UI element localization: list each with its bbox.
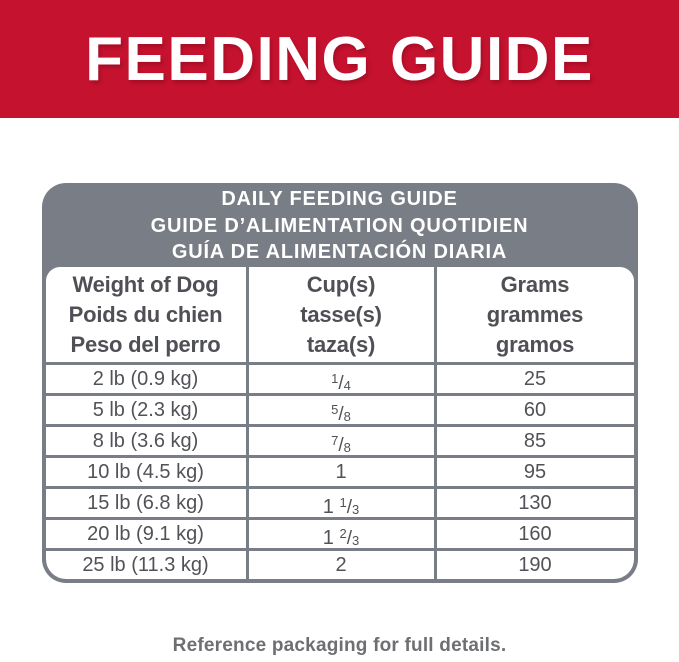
column-header-cups xyxy=(246,267,437,362)
cups-whole: 2 xyxy=(335,553,347,576)
column-header-line: grammes xyxy=(486,301,584,327)
weight-cell: 5 lb (2.3 kg) xyxy=(92,398,199,421)
grams-cell: 130 xyxy=(518,491,552,514)
feeding-guide-banner xyxy=(0,0,679,118)
column-header-line: Weight of Dog xyxy=(72,271,219,297)
cups-numerator: 1 xyxy=(331,370,339,386)
table-title-line-2: GUIDE D’ALIMENTATION QUOTIDIEN xyxy=(150,214,529,237)
column-header-line: Grams xyxy=(500,271,570,297)
table-row xyxy=(46,362,634,393)
column-header-line: Peso del perro xyxy=(70,331,221,357)
table-title-line-3: GUÍA DE ALIMENTACIÓN DIARIA xyxy=(171,241,508,263)
table-row xyxy=(46,548,634,579)
footer-note: Reference packaging for full details. xyxy=(172,634,507,656)
fraction-slash: / xyxy=(346,496,352,518)
cups-cell xyxy=(246,551,437,579)
weight-cell: 8 lb (3.6 kg) xyxy=(92,429,199,452)
weight-cell: 10 lb (4.5 kg) xyxy=(87,460,204,483)
table-row xyxy=(46,486,634,517)
cups-cell xyxy=(246,427,437,455)
cups-numerator: 2 xyxy=(339,525,347,541)
cups-cell xyxy=(246,489,437,517)
column-header-row xyxy=(46,267,634,362)
table-row xyxy=(46,424,634,455)
grams-cell: 25 xyxy=(523,367,547,390)
cups-numerator: 7 xyxy=(331,432,339,448)
column-header-line: gramos xyxy=(495,331,575,357)
cups-whole: 1 xyxy=(322,526,340,549)
fraction-slash: / xyxy=(338,434,344,456)
cups-denominator: 8 xyxy=(343,439,351,455)
cups-whole: 1 xyxy=(322,495,340,518)
column-header-line: taza(s) xyxy=(306,331,376,357)
table-title-line-1: DAILY FEEDING GUIDE xyxy=(221,188,458,210)
cups-cell xyxy=(246,458,437,486)
column-header-line: tasse(s) xyxy=(300,301,382,327)
weight-cell: 15 lb (6.8 kg) xyxy=(87,491,204,514)
column-header-grams xyxy=(437,267,634,362)
cups-denominator: 3 xyxy=(351,501,360,517)
grams-cell: 95 xyxy=(523,460,547,483)
cups-denominator: 8 xyxy=(343,408,351,424)
column-header-line: Poids du chien xyxy=(68,301,223,327)
cups-whole: 1 xyxy=(335,460,347,483)
cups-cell xyxy=(246,396,437,424)
table-row xyxy=(46,517,634,548)
grams-cell: 160 xyxy=(518,522,552,545)
cups-denominator: 4 xyxy=(343,377,351,393)
grams-cell: 60 xyxy=(523,398,547,421)
weight-cell: 20 lb (9.1 kg) xyxy=(87,522,204,545)
cups-cell xyxy=(246,365,437,393)
grams-cell: 190 xyxy=(518,553,552,576)
column-header-weight xyxy=(46,267,246,362)
table-row xyxy=(46,455,634,486)
cups-numerator: 1 xyxy=(339,494,347,510)
daily-feeding-guide-table xyxy=(42,183,638,583)
cups-numerator: 5 xyxy=(331,401,339,417)
feeding-table-rows xyxy=(46,362,634,579)
grams-cell: 85 xyxy=(523,429,547,452)
table-body xyxy=(46,267,634,579)
weight-cell: 25 lb (11.3 kg) xyxy=(82,553,209,576)
fraction-slash: / xyxy=(338,372,344,394)
table-title xyxy=(46,183,634,267)
cups-denominator: 3 xyxy=(351,532,360,548)
fraction-slash: / xyxy=(346,527,352,549)
weight-cell: 2 lb (0.9 kg) xyxy=(92,367,199,390)
column-header-line: Cup(s) xyxy=(306,271,376,297)
banner-title: FEEDING GUIDE xyxy=(85,24,594,94)
fraction-slash: / xyxy=(338,403,344,425)
table-row xyxy=(46,393,634,424)
cups-cell xyxy=(246,520,437,548)
